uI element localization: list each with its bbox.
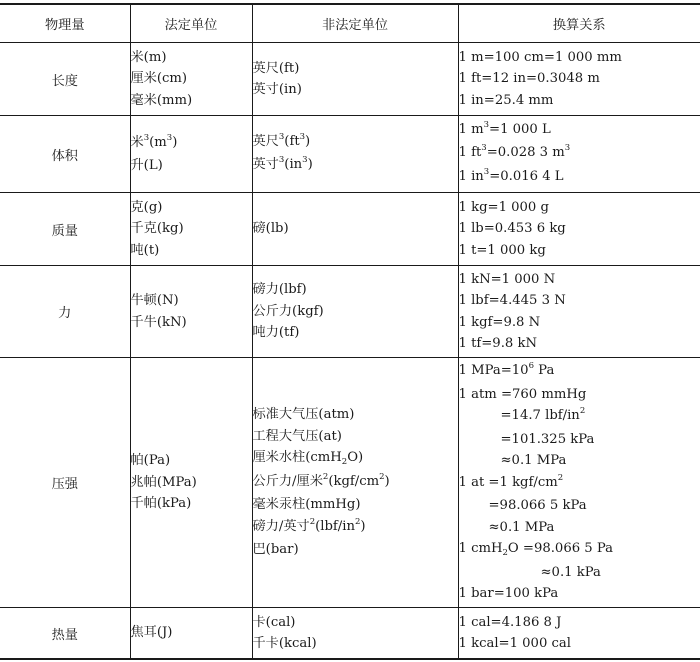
nonlegal-unit: 吨力(tf): [252, 325, 300, 341]
unit-conversion-table: [0, 3, 700, 660]
conversion-line: 1 $m^3=1$ 000 L: [458, 119, 551, 137]
header-legal-unit: 法定单位: [130, 4, 252, 43]
header-quantity: 物理量: [0, 4, 130, 43]
quantity-cell: 压强: [0, 358, 130, 608]
table-row-length: [0, 43, 700, 116]
quantity-cell: 力: [0, 266, 130, 358]
conversion-line: 1 kcal=1 000 cal: [458, 636, 571, 651]
header-nonlegal-unit: 非法定单位: [252, 4, 458, 43]
conversion-line: =14.7 lbf/$in^2$: [500, 406, 586, 424]
legal-unit-cell: [130, 193, 252, 266]
conversion-line: ≈0.1 MPa: [500, 453, 567, 469]
table-row-pressure: [0, 358, 700, 608]
conversion-cell: [458, 358, 700, 608]
legal-unit: 米(m): [130, 49, 167, 65]
conversion-line: 1 m=100 cm=1 000 mm: [458, 49, 622, 65]
conversion-line: 1 kN=1 000 N: [458, 271, 556, 287]
legal-unit: 帕(Pa): [130, 453, 171, 469]
legal-unit-cell: [130, 608, 252, 660]
table-row-volume: [0, 116, 700, 193]
legal-unit-cell: [130, 43, 252, 116]
nonlegal-unit-cell: [252, 193, 458, 266]
conversion-line: 1 kg=1 000 g: [458, 199, 549, 215]
nonlegal-unit: 卡(cal): [252, 614, 296, 630]
nonlegal-unit: 巴(bar): [252, 542, 299, 558]
quantity-cell: 体积: [0, 116, 130, 193]
nonlegal-unit: 英尺(ft): [252, 60, 300, 76]
quantity-cell: 热量: [0, 608, 130, 660]
nonlegal-unit: 毫米汞柱(mmHg): [252, 497, 361, 513]
quantity-cell: 质量: [0, 193, 130, 266]
nonlegal-unit: 厘米水柱(cmH$_2$O): [252, 450, 364, 468]
conversion-line: 1 $ft^3=0.028$ 3 $m^3$: [458, 143, 571, 161]
conversion-line: 1 ft=12 in=0.3048 m: [458, 71, 600, 87]
table-row-heat: [0, 608, 700, 660]
nonlegal-unit: 公斤力/厘米$^2(kgf/cm^2)$: [252, 471, 390, 489]
nonlegal-unit: 标准大气压(atm): [252, 407, 355, 423]
legal-unit: 米$^3(m^3)$: [130, 132, 178, 150]
nonlegal-unit: 公斤力(kgf): [252, 303, 324, 319]
nonlegal-unit-cell: [252, 358, 458, 608]
conversion-cell: [458, 608, 700, 660]
table-row-mass: [0, 193, 700, 266]
conversion-line: 1 t=1 000 kg: [458, 242, 546, 258]
conversion-line: ≈0.1 MPa: [488, 519, 555, 535]
nonlegal-unit-cell: [252, 608, 458, 660]
legal-unit: 升(L): [130, 158, 163, 173]
conversion-line: 1 tf=9.8 kN: [458, 336, 538, 351]
nonlegal-unit-cell: [252, 116, 458, 193]
legal-unit: 兆帕(MPa): [130, 474, 197, 490]
conversion-line: 1 lbf=4.445 3 N: [458, 293, 566, 308]
nonlegal-unit: 工程大气压(at): [252, 428, 342, 444]
conversion-cell: [458, 116, 700, 193]
conversion-cell: [458, 43, 700, 116]
nonlegal-unit: 磅力/英寸$^2(lbf/in^2)$: [252, 516, 366, 534]
legal-unit-cell: [130, 358, 252, 608]
conversion-line: ≈0.1 kPa: [540, 564, 601, 580]
nonlegal-unit-cell: [252, 266, 458, 358]
legal-unit: 千牛(kN): [130, 314, 187, 330]
nonlegal-unit-cell: [252, 43, 458, 116]
conversion-line: =98.066 5 kPa: [488, 498, 587, 514]
nonlegal-unit: 英尺$^3(ft^3)$: [252, 131, 311, 149]
legal-unit-cell: [130, 266, 252, 358]
conversion-line: 1 bar=100 kPa: [458, 586, 559, 602]
legal-unit: 牛顿(N): [130, 293, 179, 308]
legal-unit: 毫米(mm): [130, 92, 193, 108]
legal-unit-cell: [130, 116, 252, 193]
conversion-cell: [458, 193, 700, 266]
nonlegal-unit: 英寸$^3(in^3)$: [252, 155, 313, 172]
conversion-line: 1 atm =760 mmHg: [458, 386, 587, 402]
legal-unit: 千克(kg): [130, 221, 184, 237]
nonlegal-unit: 千卡(kcal): [252, 636, 317, 651]
nonlegal-unit: 英寸(in): [252, 82, 302, 97]
legal-unit: 千帕(kPa): [130, 496, 192, 512]
nonlegal-unit: 磅力(lbf): [252, 282, 307, 298]
conversion-line: 1 at =1 kgf/$cm^2$: [458, 472, 564, 490]
conversion-line: 1 $MPa=10^6$ Pa: [458, 361, 555, 379]
conversion-line: 1 $in^3=0.016$ 4 L: [458, 166, 564, 184]
header-conversion: 换算关系: [458, 4, 700, 43]
legal-unit: 厘米(cm): [130, 71, 188, 87]
conversion-line: 1 kgf=9.8 N: [458, 314, 541, 330]
conversion-line: =101.325 kPa: [500, 431, 595, 447]
quantity-cell: 长度: [0, 43, 130, 116]
legal-unit: 焦耳(J): [130, 625, 173, 641]
table-header-row: [0, 4, 700, 43]
conversion-cell: [458, 266, 700, 358]
conversion-line: 1 cal=4.186 8 J: [458, 614, 562, 630]
legal-unit: 吨(t): [130, 242, 160, 258]
conversion-line: 1 lb=0.453 6 kg: [458, 221, 566, 237]
conversion-line: 1 in=25.4 mm: [458, 92, 554, 108]
conversion-line: 1 cmH$_2$O =98.066 5 Pa: [458, 541, 614, 559]
legal-unit: 克(g): [130, 199, 163, 215]
table-row-force: [0, 266, 700, 358]
nonlegal-unit: 磅(lb): [252, 221, 289, 237]
